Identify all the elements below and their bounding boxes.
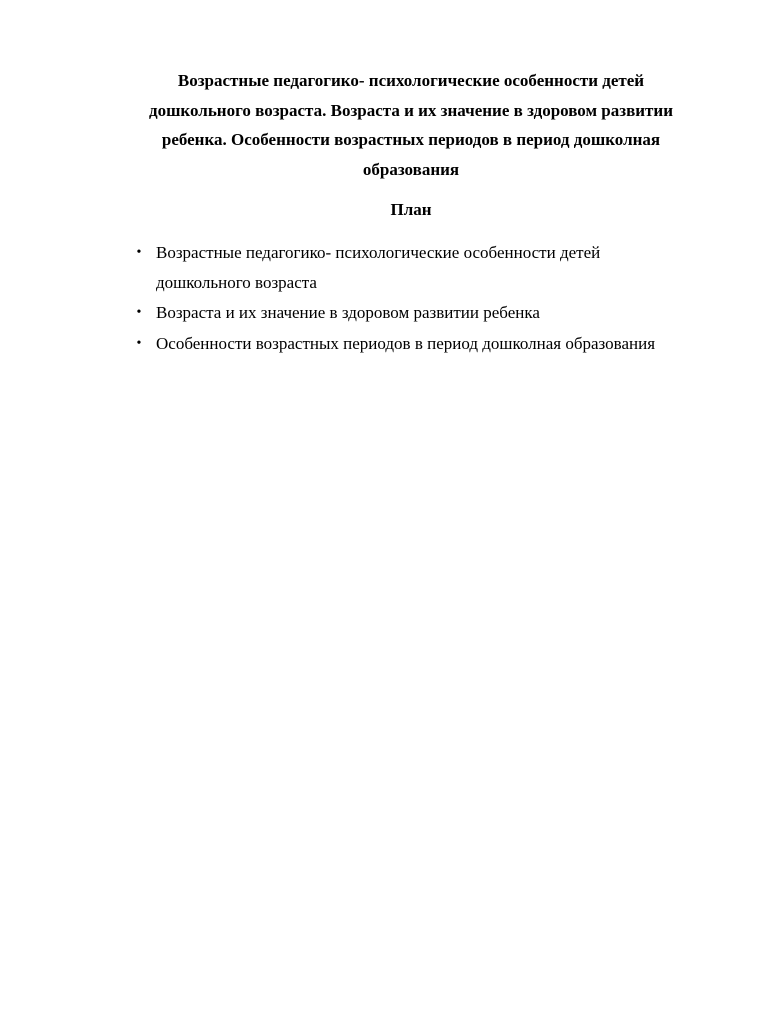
plan-heading: План	[390, 200, 432, 219]
plan-item-text: Возраста и их значение в здоровом развитии ребенка	[156, 303, 540, 322]
plan-item-text: дошкольного возраста	[156, 272, 317, 292]
document-title-line: ребенка. Особенности возрастных периодов в период дошколная	[161, 130, 661, 149]
bullet-icon: •	[136, 335, 142, 351]
plan-list-item	[134, 238, 734, 297]
bullet-icon: •	[136, 305, 142, 320]
bullet-icon: •	[136, 245, 142, 260]
plan-list-item	[134, 329, 734, 359]
plan-list	[134, 238, 734, 359]
plan-item-text: Возрастные педагогико- психологические особенности детей	[156, 243, 601, 262]
document-title-line: дошкольного возраста. Возраста и их значение в здоровом развитии	[148, 100, 673, 120]
document-title-line: Возрастные педагогико- психологические особенности детей	[177, 71, 645, 90]
plan-item-text: Особенности возрастных периодов в период дошколная образования	[156, 333, 656, 353]
plan-list-item	[134, 298, 734, 328]
document-title	[110, 66, 712, 184]
document-title-line: образования	[362, 159, 460, 179]
